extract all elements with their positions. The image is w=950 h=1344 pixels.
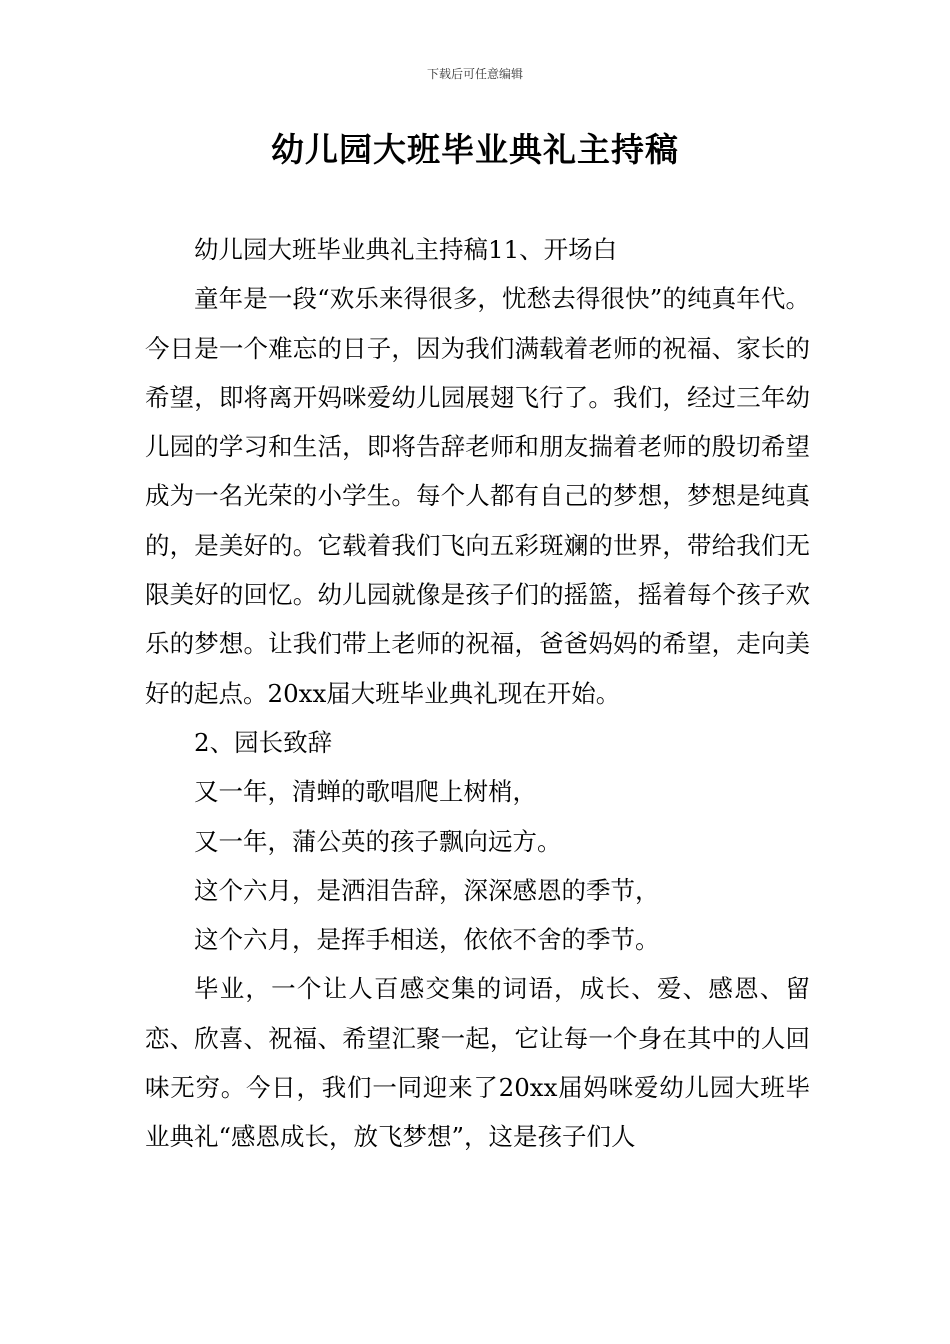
paragraph-opening-heading: 幼儿园大班毕业典礼主持稿11、开场白 xyxy=(194,235,618,264)
document-title: 幼儿园大班毕业典礼主持稿 xyxy=(271,130,679,169)
paragraph-graduation: 毕业，一个让人百感交集的词语，成长、爱、感恩、留恋、欣喜、祝福、希望汇聚一起，它让每一个身在其中的人回味无穷。今日，我们一同迎来了20xx届妈咪爱幼儿园大班毕业典礼“感恩成长，放飞梦想”，这是孩子们人 xyxy=(145,974,810,1152)
paragraph-principal-heading: 2、园长致辞 xyxy=(194,727,333,757)
paragraph-opening-speech: 童年是一段“欢乐来得很多，忧愁去得很快”的纯真年代。今日是一个难忘的日子，因为我们满载着老师的祝福、家长的希望，即将离开妈咪爱幼儿园展翅飞行了。我们，经过三年幼儿园的学习和生活，即将告辞老师和朋友揣着老师的殷切希望成为一名光荣的小学生。每个人都有自己的梦想，梦想是纯真的，是美好的。它载着我们飞向五彩斑斓的世界，带给我们无限美好的回忆。幼儿园就像是孩子们的摇篮，摇着每个孩子欢乐的梦想。让我们带上老师的祝福，爸爸妈妈的希望，走向美好的起点。20xx届大班毕业典礼现在开始。 xyxy=(145,284,810,708)
paragraph-verse-4: 这个六月，是挥手相送，依依不舍的季节。 xyxy=(194,925,660,955)
paragraph-verse-1: 又一年，清蝉的歌唱爬上树梢， xyxy=(194,777,537,807)
header-note: 下载后可任意编辑 xyxy=(426,67,523,81)
paragraph-verse-2: 又一年，蒲公英的孩子飘向远方。 xyxy=(194,826,562,856)
paragraph-verse-3: 这个六月，是洒泪告辞，深深感恩的季节， xyxy=(194,875,660,905)
document-body xyxy=(145,225,810,1162)
